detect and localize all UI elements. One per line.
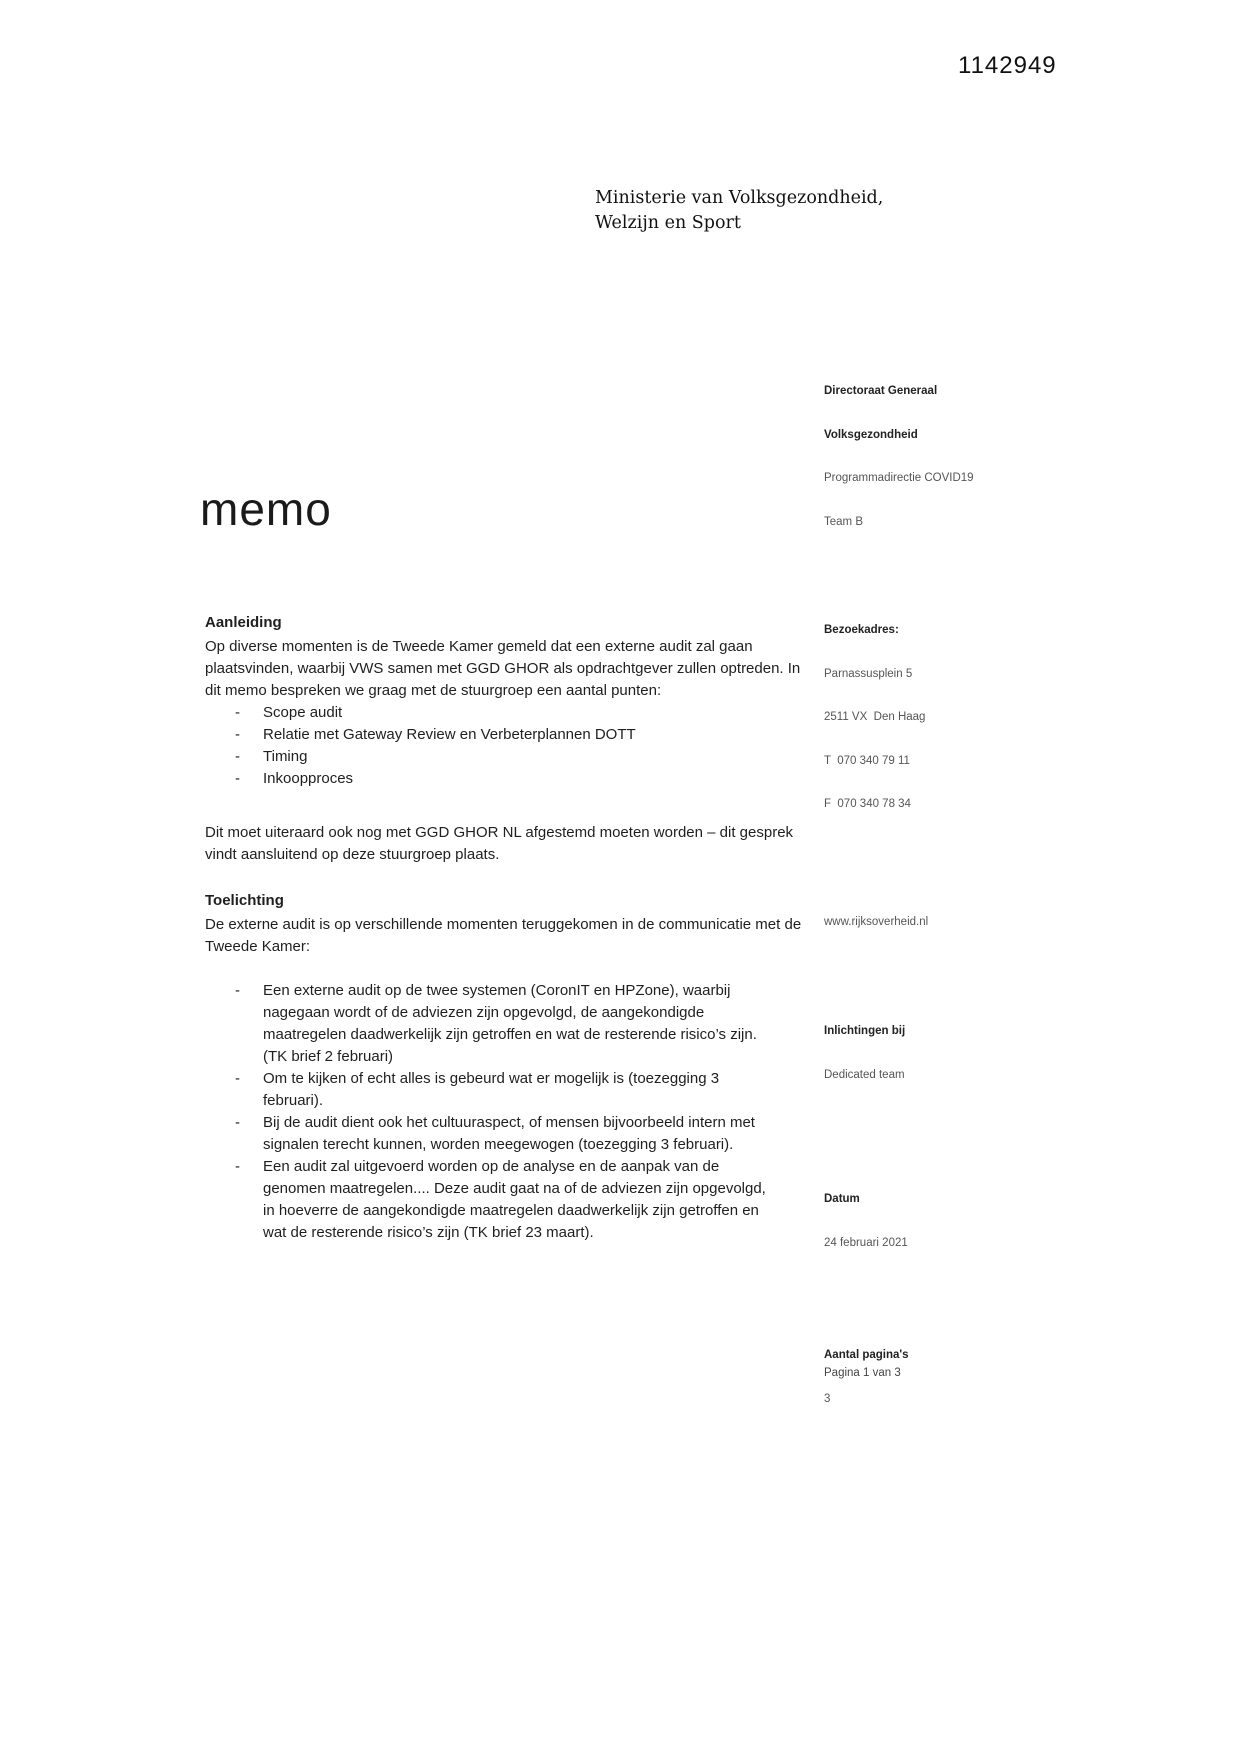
ministry-header [595, 186, 883, 236]
dash-bullet: - [235, 1158, 240, 1175]
directorate-unit: Programmadirectie COVID19 [824, 472, 974, 484]
page-count-value: 3 [824, 1392, 831, 1405]
metadata-sidebar [824, 326, 1024, 1464]
dash-bullet: - [235, 982, 240, 999]
date-label: Datum [824, 1193, 860, 1205]
memo-body [205, 612, 813, 1244]
list-item-text: Relatie met Gateway Review en Verbeterplannen DOTT [263, 726, 636, 743]
list-item-text: Een audit zal uitgevoerd worden op de analyse en de aanpak van de genomen maatregelen.... Deze audit gaat na of de adviezen zijn opgevolgd, in hoeverre de aangekondigde maatregelen daadwerkelijk zijn getroffen en wat de resterende risico’s zijn (TK brief 23 maart). [263, 1158, 766, 1241]
list-item-text: Scope audit [263, 704, 343, 721]
list-item [235, 724, 813, 746]
visit-address-city: 2511 VX Den Haag [824, 711, 926, 723]
directorate-name-line-2: Volksgezondheid [824, 428, 918, 441]
list-item [235, 1068, 813, 1112]
page-footer: Pagina 1 van 3 [824, 1367, 901, 1379]
visit-address-block [824, 594, 1024, 841]
website-text: www.rijksoverheid.nl [824, 915, 929, 928]
dash-bullet: - [235, 726, 240, 743]
section-heading-aanleiding: Aanleiding [205, 614, 282, 631]
dash-bullet: - [235, 1114, 240, 1131]
contact-label: Inlichtingen bij [824, 1025, 906, 1037]
dash-bullet: - [235, 748, 240, 765]
ministry-line-2: Welzijn en Sport [595, 213, 741, 233]
directorate-block [824, 355, 1024, 558]
list-item-text: Inkoopproces [263, 770, 354, 787]
fax-line: F 070 340 78 34 [824, 798, 911, 810]
page-count-label: Aantal pagina's [824, 1349, 909, 1361]
list-item-text: Bij de audit dient ook het cultuuraspect, of mensen bijvoorbeeld intern met signalen terecht kunnen, worden meegewogen (toezegging 3 februari). [263, 1114, 755, 1153]
list-item-text: Om te kijken of echt alles is gebeurd wat er mogelijk is (toezegging 3 februari). [263, 1070, 720, 1109]
paragraph-intro: Op diverse momenten is de Tweede Kamer gemeld dat een externe audit zal gaan plaatsvinden, waarbij VWS samen met GGD GHOR als opdrachtgever zullen optreden. In dit memo bespreken we graag met de stuurgroep een aantal punten: [205, 638, 801, 699]
audit-points-list [205, 980, 813, 1244]
directorate-team: Team B [824, 515, 863, 528]
website-block [824, 886, 1024, 959]
memo-title: memo [200, 483, 332, 535]
visit-address-street: Parnassusplein 5 [824, 667, 913, 680]
directorate-name-line-1: Directoraat Generaal [824, 385, 938, 397]
visit-address-label: Bezoekadres: [824, 624, 899, 636]
list-item [235, 746, 813, 768]
list-item [235, 1112, 813, 1156]
phone-line: T 070 340 79 11 [824, 754, 910, 767]
date-value: 24 februari 2021 [824, 1236, 908, 1249]
list-item-text: Timing [263, 748, 308, 765]
list-item-text: Een externe audit op de twee systemen (CoronIT en HPZone), waarbij nagegaan wordt of de adviezen zijn opgevolgd, de aangekondigde maatregelen daadwerkelijk zijn getroffen en wat de resterende risico’s zijn. (TK brief 2 februari) [263, 982, 757, 1065]
list-item [235, 702, 813, 724]
list-item [235, 980, 813, 1068]
list-item [235, 768, 813, 790]
list-item [235, 1156, 813, 1244]
dash-bullet: - [235, 1070, 240, 1087]
section-heading-toelichting: Toelichting [205, 892, 284, 909]
contact-block [824, 995, 1024, 1111]
paragraph-toelichting-intro: De externe audit is op verschillende momenten teruggekomen in de communicatie met de Tweede Kamer: [205, 916, 802, 955]
date-block [824, 1163, 1024, 1279]
dash-bullet: - [235, 770, 240, 787]
document-number: 1142949 [958, 52, 1057, 79]
contact-value: Dedicated team [824, 1068, 905, 1081]
topics-list [205, 702, 813, 790]
dash-bullet: - [235, 704, 240, 721]
paragraph-ggd-ghor: Dit moet uiteraard ook nog met GGD GHOR NL afgestemd moeten worden – dit gesprek vindt aansluitend op deze stuurgroep plaats. [205, 824, 794, 863]
ministry-line-1: Ministerie van Volksgezondheid, [595, 188, 884, 208]
